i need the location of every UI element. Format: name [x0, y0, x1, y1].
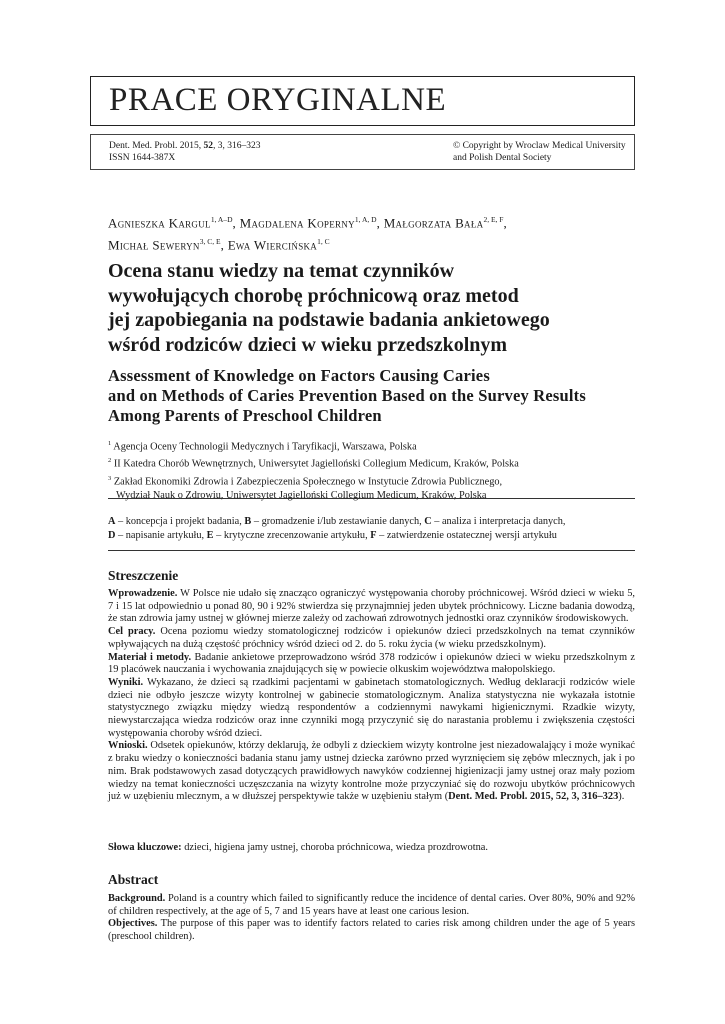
journal-section-box	[90, 76, 635, 126]
author-name: Agnieszka Kargul	[108, 215, 211, 231]
cel-paragraph: Cel pracy. Ocena poziomu wiedzy stomatologicznej rodziców i opiekunów dzieci przedszkolnych na temat czynników wpływających na dużą częstość próchnicy wśród dzieci od 2. do 5. roku życia (w wieku przedszkolnym).	[108, 626, 635, 650]
journal-meta-box	[90, 134, 635, 170]
affiliation-item: $^3$ Zakład Ekonomiki Zdrowia i Zabezpieczenia Społecznego w Instytucie Zdrowia Publicznego,	[108, 474, 503, 488]
wnioski-paragraph: Wnioski. Odsetek opiekunów, którzy deklarują, że odbyli z dzieckiem wizyty kontrolne jest niezadowalający i może wynikać z braku wiedzy o konieczności badania stanu jamy ustnej dziecka zarówno przed wyrznięciem się zębów mlecznych, jak i po nim. Brak podstawowych zasad dotyczących prawidłowych nawyków codziennej higienizacji jamy ustnej oraz mały poziom wiedzy na temat konieczności uczęszczania na wizyty kontrolne może przyczyniać się do rozwoju ubytków próchnicowych już w uzębieniu mlecznym, a w dłuższej perspektywie także w uzębieniu stałym (Dent. Med. Probl. 2015, 52, 3, 316–323).	[108, 740, 635, 803]
objectives-paragraph: Objectives. The purpose of this paper was to identify factors related to caries risk among children under the age of 5 years (preschool children).	[108, 918, 635, 943]
affiliation-item: $^2$ II Katedra Chorób Wewnętrznych, Uniwersytet Jagielloński Collegium Medicum, Kraków, Polska	[108, 457, 519, 470]
author-line-1: Agnieszka Kargul$^{1, A-D}$, Magdalena Koperny$^{1, A, D}$, Małgorzata Bała$^{2, E, F}$,	[108, 215, 508, 231]
author-line-2: Michał Seweryn$^{3, C, E}$, Ewa Wiercińska$^{1, C}$	[108, 237, 330, 253]
keywords: Słowa kluczowe: dzieci, higiena jamy ustnej, choroba próchnicowa, wiedza prozdrowotna.	[108, 842, 489, 853]
divider	[108, 550, 635, 551]
affiliation-item: $^1$ Agencja Oceny Technologii Medycznych i Taryfikacji, Warszawa, Polska	[108, 440, 417, 453]
issn: ISSN 1644-387X	[109, 153, 176, 163]
section-title: PRACE ORYGINALNE	[109, 82, 447, 118]
abstract-heading: Abstract	[108, 872, 159, 887]
affiliation-item-continued: Wydział Nauk o Zdrowiu, Uniwersytet Jagielloński Collegium Medicum, Kraków, Polska	[116, 490, 487, 502]
streszczenie-body	[108, 588, 635, 804]
author-name: Michał Seweryn	[108, 237, 200, 253]
title-english: Assessment of Knowledge on Factors Causing Caries and on Methods of Caries Prevention Based on the Survey Results Among Parents of Preschool Children	[108, 366, 586, 425]
author-list	[108, 210, 628, 255]
author-name: Ewa Wiercińska	[227, 237, 318, 253]
material-paragraph: Materiał i metody. Badanie ankietowe przeprowadzono wśród 378 rodziców i opiekunów dzieci w wieku przedszkolnym z 19 placówek nauczania i wychowania znajdujących się w powiecie olkuskim województwa małopolskiego.	[108, 651, 635, 676]
author-name: Małgorzata Bała	[383, 215, 484, 231]
wprowadzenie-paragraph: Wprowadzenie. W Polsce nie udało się znacząco ograniczyć występowania choroby próchnicowej. Wśród dzieci w wieku 5, 7 i 15 lat odpowiednio u ponad 80, 90 i 92% stwierdza się przynajmniej jeden ubytek próchnicowy. Liczne badania dowodzą, że stan zdrowia jamy ustnej w głównej mierze zależy od zachowań zdrowotnych jednostki oraz czynników środowiskowych.	[108, 588, 635, 625]
contrib-line-2: D – napisanie artykułu, E – krytyczne zrecenzowanie artykułu, F – zatwierdzenie ostatecznej wersji artykułu	[108, 530, 557, 541]
affiliations	[108, 437, 628, 503]
citation-block	[109, 140, 260, 164]
background-paragraph: Background. Poland is a country which failed to significantly reduce the incidence of dental caries. Over 80%, 90% and 92% of children respectively, at the age of 5, 7 and 15 years have at least one carious lesion.	[108, 893, 635, 917]
author-name: Magdalena Koperny	[239, 215, 355, 231]
citation-line: Dent. Med. Probl. 2015, 52, 3, 316–323	[109, 141, 261, 151]
wyniki-paragraph: Wyniki. Wykazano, że dzieci są rzadkimi pacjentami w gabinetach stomatologicznych. Według deklaracji rodziców wiele dzieci nie odbyło jeszcze wizyty kontrolnej w gabinecie stomatologicznym. Analiza statystyczna nie wykazała istotnie statystycznego związku między wiedzą respondentów a codziennymi nawykami higienicznymi. Rzadkie wizyty, niewystarczająca wiedza rodziców oraz inne czynniki mogą przyczynić się do narastania problemu i zwiększenia częstości występowania choroby wśród dzieci.	[108, 676, 635, 739]
contrib-line-1: A – koncepcja i projekt badania, B – gromadzenie i/lub zestawianie danych, C – analiza i interpretacja danych,	[108, 516, 566, 527]
copyright-line-2: and Polish Dental Society	[453, 153, 552, 163]
author-contributions	[108, 515, 635, 543]
abstract-body	[108, 893, 635, 944]
copyright-block	[453, 140, 626, 164]
divider	[108, 498, 635, 499]
copyright-line-1: © Copyright by Wroclaw Medical University	[453, 141, 626, 151]
streszczenie-heading: Streszczenie	[108, 568, 179, 583]
title-polish: Ocena stanu wiedzy na temat czynników wywołujących chorobę próchnicową oraz metod jej zapobiegania na podstawie badania ankietowego wśród rodziców dzieci w wieku przedszkolnym	[108, 260, 550, 356]
